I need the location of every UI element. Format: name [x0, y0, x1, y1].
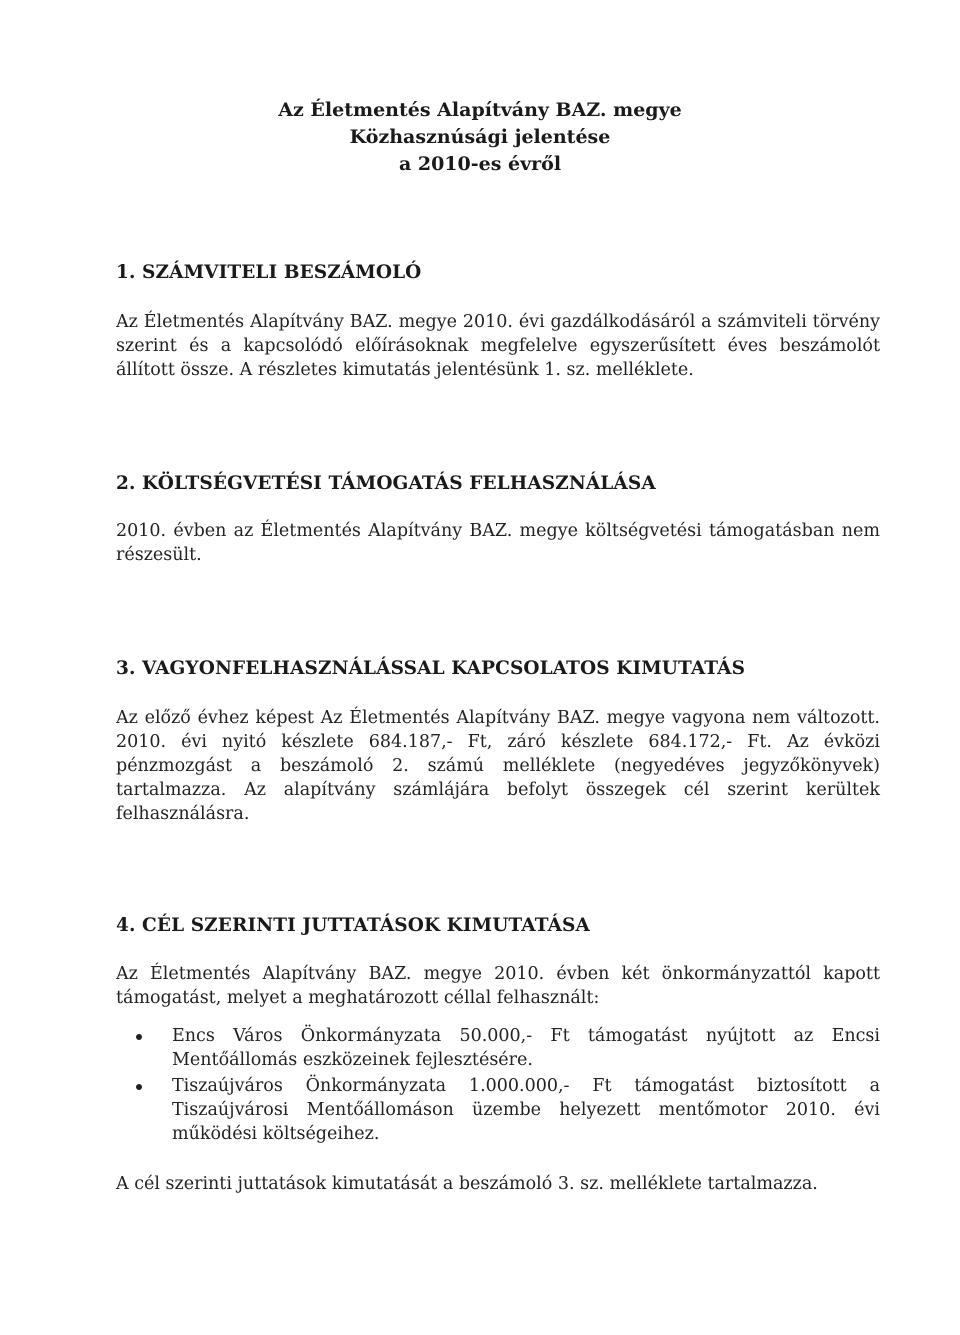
support-list [116, 1024, 880, 1148]
document-title [0, 97, 960, 178]
bullet-icon [136, 1034, 142, 1040]
section-2-heading: 2. KÖLTSÉGVETÉSI TÁMOGATÁS FELHASZNÁLÁSA [116, 473, 656, 494]
list-item [116, 1074, 880, 1146]
list-item-text: Encs Város Önkormányzata 50.000,- Ft támogatást nyújtott az Encsi Mentőállomás eszközeinek fejlesztésére. [172, 1026, 880, 1070]
section-2-paragraph: 2010. évben az Életmentés Alapítvány BAZ. megye költségvetési támogatásban nem részesült. [116, 521, 880, 565]
closing-paragraph: A cél szerinti juttatások kimutatását a beszámoló 3. sz. melléklete tartalmazza. [116, 1174, 818, 1194]
section-1-paragraph: Az Életmentés Alapítvány BAZ. megye 2010. évi gazdálkodásáról a számviteli törvény szerint és a kapcsolódó előírásoknak megfelelve egyszerűsített éves beszámolót állított össze. A részletes kimutatás jelentésünk 1. sz. melléklete. [116, 312, 880, 380]
section-3-heading: 3. VAGYONFELHASZNÁLÁSSAL KAPCSOLATOS KIMUTATÁS [116, 658, 746, 679]
section-4-paragraph: Az Életmentés Alapítvány BAZ. megye 2010. évben két önkormányzattól kapott támogatást, melyet a meghatározott céllal felhasznált: [116, 964, 880, 1008]
section-3-paragraph: Az előző évhez képest Az Életmentés Alapítvány BAZ. megye vagyona nem változott. 2010. évi nyitó készlete 684.187,- Ft, záró készlete 684.172,- Ft. Az évközi pénzmozgást a beszámoló 2. számú melléklete (negyedéves jegyzőkönyvek) tartalmazza. Az alapítvány számlájára befolyt összegek cél szerint kerültek felhasználásra. [116, 708, 880, 824]
section-1-heading: 1. SZÁMVITELI BESZÁMOLÓ [116, 262, 422, 283]
bullet-icon [136, 1084, 142, 1090]
list-item-text: Tiszaújváros Önkormányzata 1.000.000,- Ft támogatást biztosított a Tiszaújvárosi Mentőállomáson üzembe helyezett mentőmotor 2010. évi működési költségeihez. [172, 1076, 880, 1144]
title-line-3: a 2010-es évről [398, 153, 562, 175]
title-line-2: Közhasznúsági jelentése [349, 126, 611, 148]
title-line-1: Az Életmentés Alapítvány BAZ. megye [278, 99, 682, 121]
list-item [116, 1024, 880, 1072]
section-4-heading: 4. CÉL SZERINTI JUTTATÁSOK KIMUTATÁSA [116, 915, 590, 936]
